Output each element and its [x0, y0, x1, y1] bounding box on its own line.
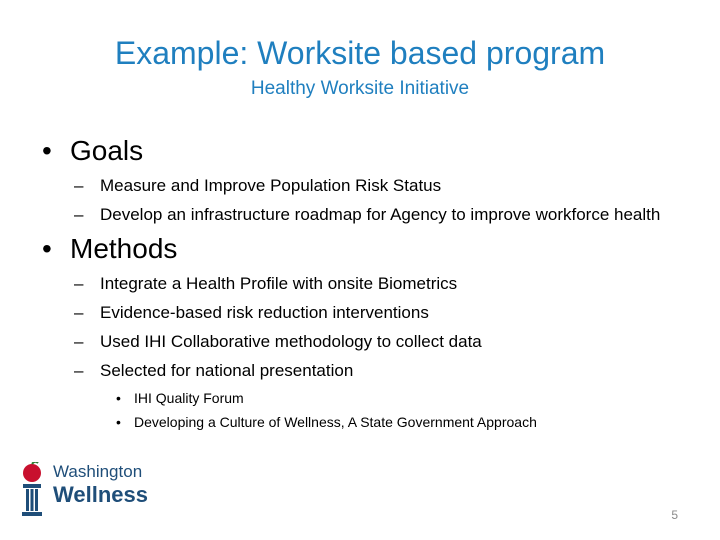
sub-sub-bullet [42, 412, 682, 432]
bullet-text: Measure and Improve Population Risk Status [100, 176, 442, 195]
logo-line2: Wellness [53, 482, 148, 507]
bullet-goals [42, 134, 682, 168]
sub-bullet [42, 174, 682, 197]
bullet-text: Used IHI Collaborative methodology to collect data [100, 332, 482, 351]
bullet-text: Selected for national presentation [100, 361, 354, 380]
dash-icon: – [74, 205, 84, 224]
dash-icon: – [74, 303, 84, 322]
sub-bullet [42, 272, 682, 295]
dash-icon: – [74, 274, 84, 293]
slide-subtitle: Healthy Worksite Initiative [250, 78, 470, 99]
bullet-icon: • [116, 390, 121, 406]
slide-title: Example: Worksite based program [114, 35, 606, 71]
bullet-text: Develop an infrastructure roadmap for Agency to improve workforce health [100, 205, 661, 224]
dash-icon: – [74, 176, 84, 195]
bullet-text: Goals [70, 135, 144, 166]
sub-bullet [42, 330, 682, 353]
dash-icon: – [74, 332, 84, 351]
sub-bullet [42, 359, 682, 382]
bullet-text: IHI Quality Forum [134, 390, 244, 406]
bullet-methods [42, 232, 682, 266]
bullet-text: Developing a Culture of Wellness, A State Government Approach [134, 414, 537, 430]
apple-column-icon [17, 462, 47, 520]
page-number: 5 [671, 508, 678, 522]
bullet-icon: • [42, 135, 52, 166]
logo-line1: Washington [53, 462, 143, 481]
bullet-icon: • [42, 233, 52, 264]
sub-bullet [42, 301, 682, 324]
bullet-list [42, 134, 682, 436]
bullet-text: Evidence-based risk reduction interventions [100, 303, 429, 322]
bullet-text: Methods [70, 233, 178, 264]
dash-icon: – [74, 361, 84, 380]
bullet-icon: • [116, 414, 121, 430]
washington-wellness-logo [17, 462, 147, 522]
sub-bullet [42, 203, 682, 226]
bullet-text: Integrate a Health Profile with onsite Biometrics [100, 274, 458, 293]
sub-sub-bullet [42, 388, 682, 408]
